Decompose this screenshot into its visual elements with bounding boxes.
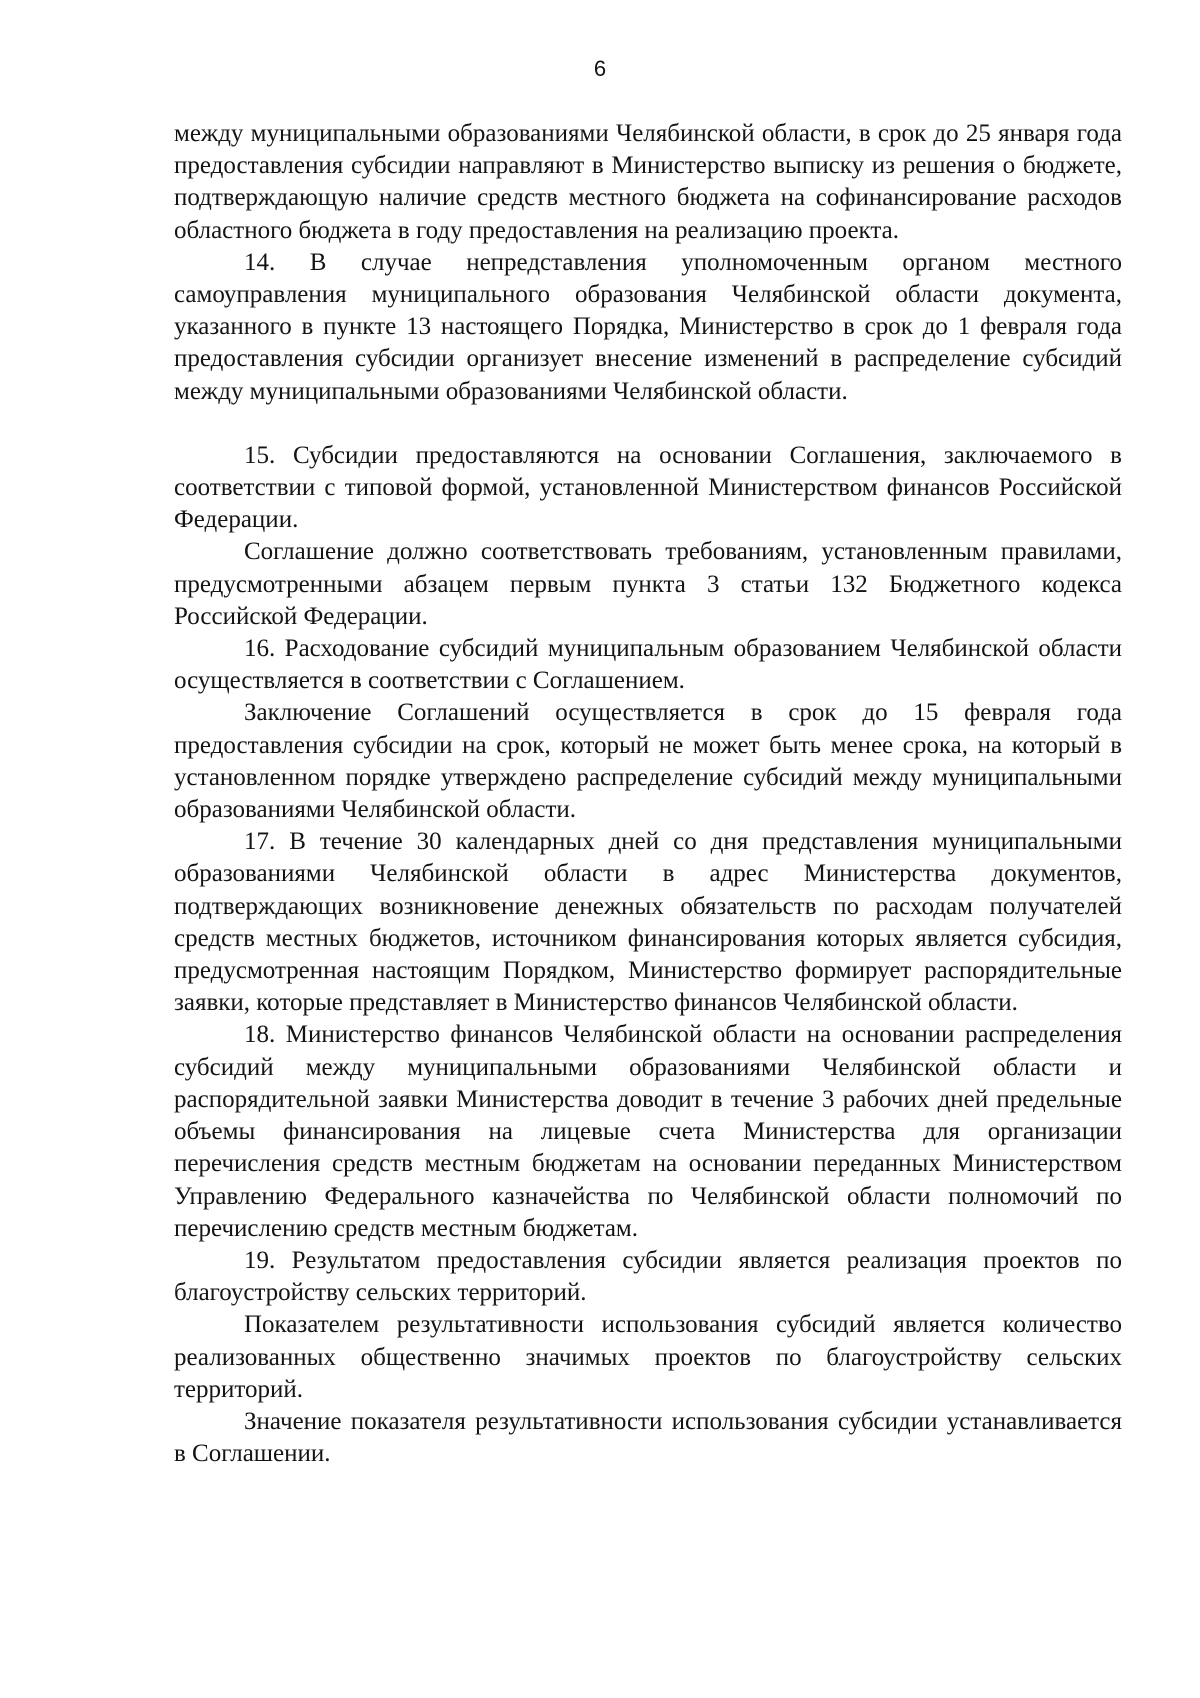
paragraph-item-19: 19. Результатом предоставления субсидии является реализация проектов по благоустройству сельских территорий. [174, 1246, 1122, 1307]
paragraph-agreement-requirements: Соглашение должно соответствовать требованиям, установленным правилами, предусмотренными абзацем первым пункта 3 статьи 132 Бюджетного кодекса Российской Федерации. [174, 538, 1122, 630]
paragraph-indicator-value: Значение показателя результативности использования субсидии устанавливается в Соглашении. [174, 1407, 1122, 1468]
paragraph-item-15: 15. Субсидии предоставляются на основании Соглашения, заключаемого в соответствии с типовой формой, установленной Министерством финансов Российской Федерации. [174, 441, 1122, 534]
paragraph-item-17: 17. В течение 30 календарных дней со дня представления муниципальными образованиями Челябинской области в адрес Министерства документов, подтверждающих возникновение денежных обязательств по расходам получателей средств местных бюджетов, источником финансирования которых является субсидия, предусмотренная настоящим Порядком, Министерство формирует распорядительные заявки, которые представляет в Министерство финансов Челябинской области. [174, 828, 1122, 1017]
page-number: 6 [593, 56, 607, 81]
paragraph-item-16: 16. Расходование субсидий муниципальным образованием Челябинской области осуществляется в соответствии с Соглашением. [174, 635, 1122, 695]
paragraph-continued: между муниципальными образованиями Челябинской области, в срок до 25 января года предоставления субсидии направляют в Министерство выписку из решения о бюджете, подтверждающую наличие средств местного бюджета на софинансирование расходов областного бюджета в году предоставления на реализацию проекта. [174, 120, 1122, 244]
paragraph-agreement-conclusion: Заключение Соглашений осуществляется в срок до 15 февраля года предоставления субсидии на срок, который не может быть менее срока, на который в установленном порядке утверждено распределение субсидий между муниципальными образованиями Челябинской области. [174, 699, 1122, 824]
paragraph-performance-indicator: Показателем результативности использования субсидий является количество реализованных общественно значимых проектов по благоустройству сельских территорий. [174, 1311, 1122, 1403]
document-body [174, 118, 1122, 1470]
paragraph-item-18: 18. Министерство финансов Челябинской области на основании распределения субсидий между муниципальными образованиями Челябинской области и распорядительной заявки Министерства доводит в течение 3 рабочих дней предельные объемы финансирования на лицевые счета Министерства для организации перечисления средств местным бюджетам на основании переданных Министерством Управлению Федерального казначейства по Челябинской области полномочий по перечислению средств местным бюджетам. [174, 1021, 1122, 1242]
paragraph-item-14: 14. В случае непредставления уполномоченным органом местного самоуправления муниципального образования Челябинской области документа, указанного в пункте 13 настоящего Порядка, Министерство в срок до 1 февраля года предоставления субсидии организует внесение изменений в распределение субсидий между муниципальными образованиями Челябинской области. [174, 248, 1122, 405]
